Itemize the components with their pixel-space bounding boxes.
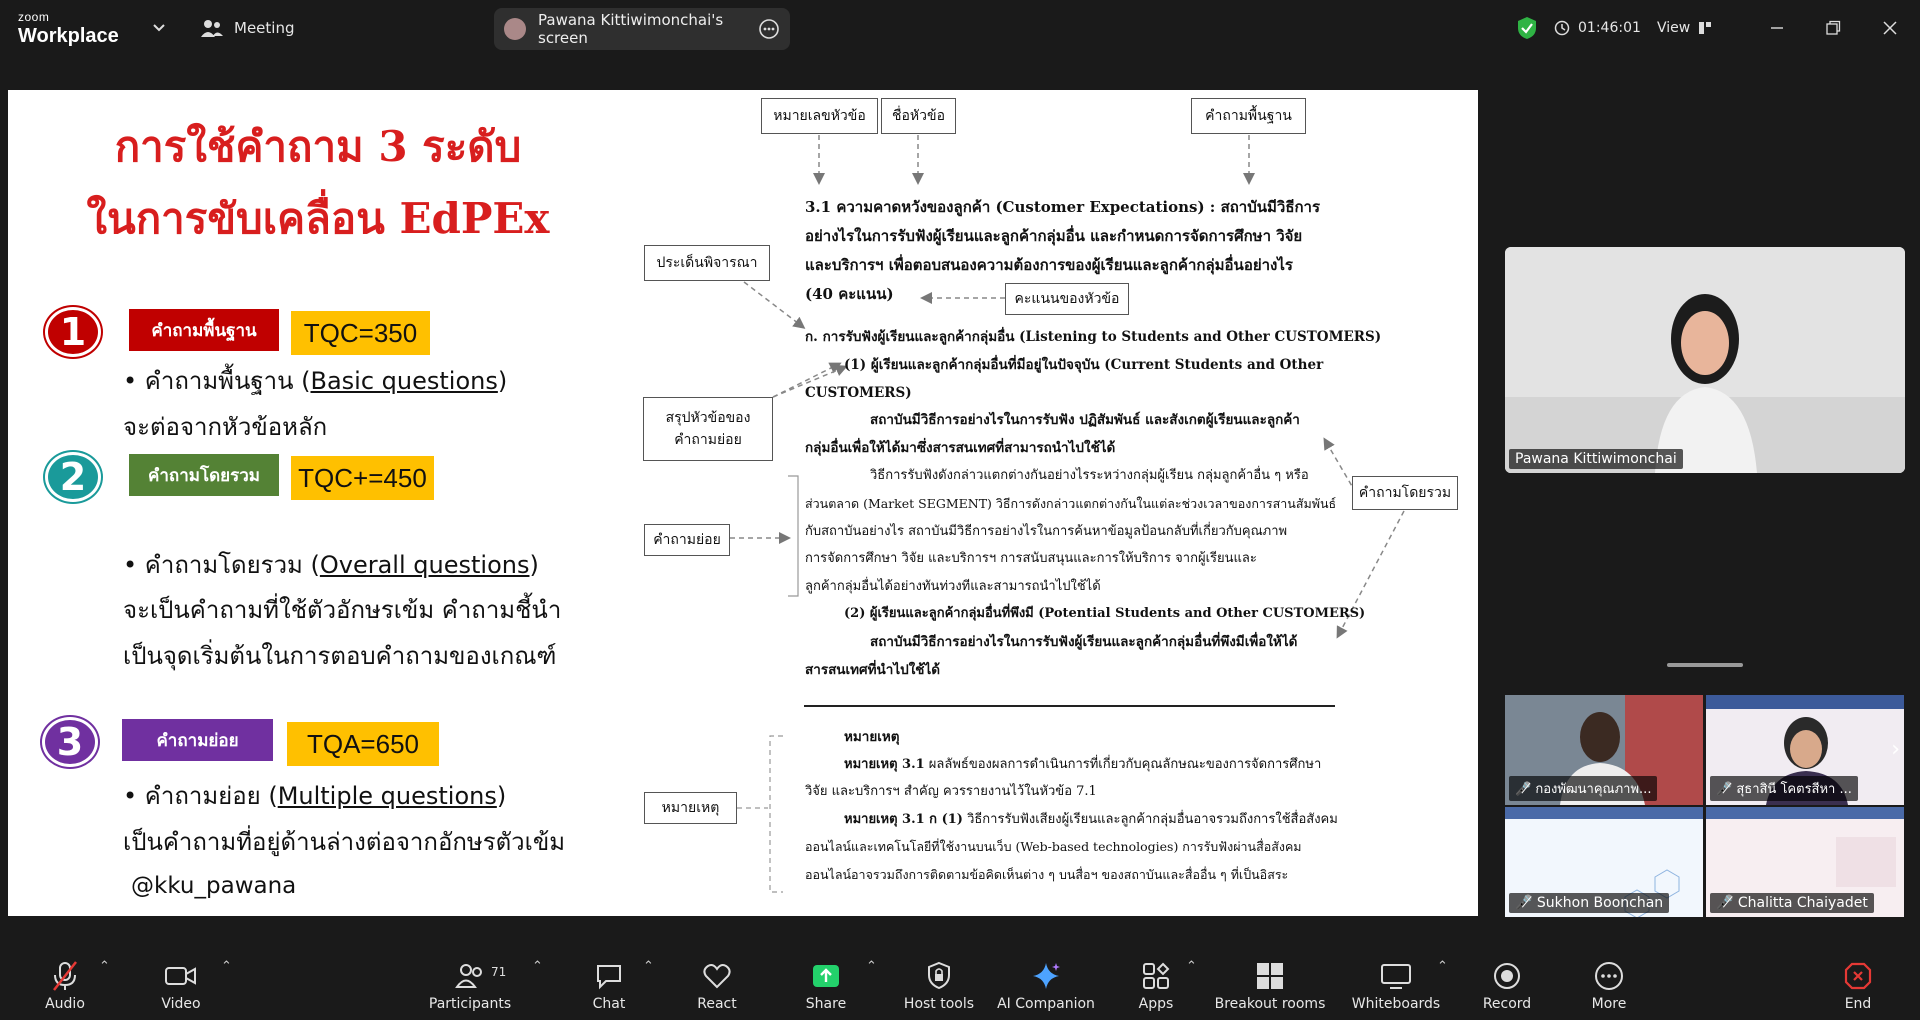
top-bar <box>0 0 1920 56</box>
participant-name-4-text: Chalitta Chaiyadet <box>1737 895 1868 911</box>
level1-bullet-prefix: • คำถามพื้นฐาน ( <box>123 367 311 395</box>
level3-bullet-prefix: • คำถามย่อย ( <box>123 782 278 810</box>
whiteboard-icon <box>1380 958 1412 994</box>
slide-title-line2: ในการขับเคลื่อน EdPEx <box>86 194 550 243</box>
participants-button[interactable] <box>430 945 510 1020</box>
view-button[interactable] <box>1657 0 1712 56</box>
doc-a2-line1: (2) ผู้เรียนและลูกค้ากลุ่มอื่นที่พึงมี (Potential Students and Other CUSTOMERS) <box>844 606 1366 621</box>
restore-icon[interactable] <box>1825 0 1841 56</box>
chat-options-caret[interactable]: ⌃ <box>643 959 654 974</box>
doc-a1-line3: สถาบันมีวิธีการอย่างไรในการรับฟัง ปฏิสัมพันธ์ และสังเกตผู้เรียนและลูกค้า <box>870 412 1300 428</box>
level3-tag: คำถามย่อย <box>122 719 273 761</box>
more-options-icon[interactable] <box>758 18 780 40</box>
level2-desc2: เป็นจุดเริ่มต้นในการตอบคำถามของเกณฑ์ <box>123 642 557 670</box>
doc-a2-line3: สารสนเทศที่นำไปใช้ได้ <box>805 662 940 678</box>
level1-tag: คำถามพื้นฐาน <box>129 309 279 351</box>
participants-label: Participants <box>428 996 512 1012</box>
participant-name-1: 🎤̸ กองพัฒนาคุณภาพ... <box>1509 776 1657 801</box>
level2-bullet-suffix: ) <box>529 551 539 579</box>
doc-a1-line4: กลุ่มอื่นเพื่อให้ได้มาซึ่งสารสนเทศที่สามารถนำไปใช้ได้ <box>805 440 1116 456</box>
doc-notes-title: หมายเหตุ <box>844 729 900 745</box>
audio-button[interactable] <box>40 945 90 1020</box>
chat-button[interactable] <box>589 945 629 1020</box>
breakout-rooms-button[interactable] <box>1215 945 1325 1020</box>
doc-sub-line5: ลูกค้ากลุ่มอื่นได้อย่างทันท่วงทีและสามารถนำไปใช้ได้ <box>805 579 1101 594</box>
end-call-icon <box>1843 958 1873 994</box>
audio-options-caret[interactable]: ⌃ <box>99 959 110 974</box>
doc-a1-line2: CUSTOMERS) <box>805 385 912 401</box>
clock-icon <box>1554 20 1570 36</box>
breakout-rooms-label: Breakout rooms <box>1214 996 1326 1012</box>
chevron-down-icon[interactable] <box>152 0 168 56</box>
apps-icon <box>1141 958 1171 994</box>
whiteboards-label: Whiteboards <box>1351 996 1441 1012</box>
chevron-right-icon[interactable]: › <box>1891 737 1900 762</box>
doc-note1-label: หมายเหตุ 3.1 <box>844 757 925 772</box>
doc-a2-line2: สถาบันมีวิธีการอย่างไรในการรับฟังผู้เรียนและลูกค้ากลุ่มอื่นที่พึงมีเพื่อให้ได้ <box>870 634 1298 650</box>
doc-note1 <box>844 751 1321 779</box>
speaker-name: Pawana Kittiwimonchai <box>1509 449 1683 469</box>
participant-name-3: 🎤̸ Sukhon Boonchan <box>1509 893 1669 913</box>
view-label: View <box>1657 20 1691 36</box>
video-label: Video <box>161 996 201 1012</box>
whiteboards-button[interactable] <box>1351 945 1441 1020</box>
end-button[interactable] <box>1840 945 1876 1020</box>
speaker-video[interactable] <box>1505 247 1905 473</box>
level2-bullet-prefix: • คำถามโดยรวม ( <box>123 551 320 579</box>
participant-tile-4[interactable] <box>1706 807 1904 917</box>
share-button[interactable] <box>801 945 851 1020</box>
react-label: React <box>697 996 737 1012</box>
doc-heading-line2: อย่างไรในการรับฟังผู้เรียนและลูกค้ากลุ่มอื่น และกำหนดการจัดการศึกษา วิจัย <box>805 227 1303 245</box>
participant-tile-3[interactable] <box>1505 807 1703 917</box>
doc-note2-line2: ออนไลน์และเทคโนโลยีที่ใช้งานบนเว็บ (Web-based technologies) การรับฟังผ่านสื่อสังคม <box>805 839 1302 854</box>
shared-screen <box>8 90 1478 916</box>
label-consider: ประเด็นพิจารณา <box>644 245 770 281</box>
doc-a1-line1: (1) ผู้เรียนและลูกค้ากลุ่มอื่นที่มีอยู่ในปัจจุบัน (Current Students and Other <box>844 357 1324 373</box>
level3-desc: เป็นคำถามที่อยู่ด้านล่างต่อจากอักษรตัวเข้ม <box>123 828 566 856</box>
record-button[interactable] <box>1480 945 1534 1020</box>
doc-section-a: ก. การรับฟังผู้เรียนและลูกค้ากลุ่มอื่น (Listening to Students and Other CUSTOMERS) <box>805 329 1382 345</box>
participant-name-3-text: Sukhon Boonchan <box>1536 895 1664 911</box>
doc-sub-line4: การจัดการศึกษา วิจัย และบริการฯ การสนับสนุนและการให้บริการ จากผู้เรียนและ <box>805 551 1257 566</box>
level2-bullet-link: Overall questions <box>319 551 530 579</box>
doc-heading-line1: 3.1 ความคาดหวังของลูกค้า (Customer Expectations) : สถาบันมีวิธีการ <box>805 198 1321 216</box>
level1-badge: 1 <box>45 307 101 357</box>
level2-score: TQC+=450 <box>291 456 434 500</box>
doc-heading-score: (40 คะแนน) <box>805 285 894 303</box>
doc-sub-line3: กับสถาบันอย่างไร สถาบันมีวิธีการอย่างไรในการค้นหาข้อมูลป้อนกลับที่เกี่ยวกับคุณภาพ <box>805 524 1288 539</box>
doc-sub-line1: วิธีการรับฟังดังกล่าวแตกต่างกันอย่างไรระหว่างกลุ่มผู้เรียน กลุ่มลูกค้าอื่น ๆ หรือ <box>870 468 1309 483</box>
level3-bullet-suffix: ) <box>496 782 507 810</box>
ai-companion-label: AI Companion <box>997 996 1095 1012</box>
participant-name-2-text: สุธาสินี โคตรสีหา ... <box>1736 782 1852 797</box>
chat-icon <box>594 958 624 994</box>
participant-tile-1[interactable] <box>1505 695 1703 805</box>
label-item-score: คะแนนของหัวข้อ <box>1005 283 1129 315</box>
level1-score: TQC=350 <box>291 311 430 355</box>
zoom-logo <box>18 10 119 48</box>
level3-badge: 3 <box>42 717 98 767</box>
participants-count: 71 <box>491 965 507 979</box>
doc-note2-text: วิธีการรับฟังเสียงผู้เรียนและลูกค้ากลุ่มอื่นอาจรวมถึงการใช้สื่อสังคม <box>962 812 1338 827</box>
people-icon <box>200 18 224 38</box>
shield-icon[interactable] <box>1516 0 1538 56</box>
apps-options-caret[interactable]: ⌃ <box>1186 959 1197 974</box>
participant-tile-2[interactable] <box>1706 695 1904 805</box>
meeting-menu[interactable] <box>200 0 294 56</box>
breakout-rooms-icon <box>1255 958 1285 994</box>
meeting-timer <box>1554 0 1641 56</box>
level3-bullet-link: Multiple questions <box>277 782 497 810</box>
participant-name-1-text: กองพัฒนาคุณภาพ... <box>1535 782 1652 797</box>
level2-desc1: จะเป็นคำถามที่ใช้ตัวอักษรเข้ม คำถามชี้นำ <box>123 596 562 624</box>
author-handle: @kku_pawana <box>131 873 297 899</box>
speaker-figure <box>1505 247 1905 473</box>
close-icon[interactable] <box>1882 0 1898 56</box>
label-summary-line1: สรุปหัวข้อของ <box>665 409 751 426</box>
participant-name-2: 🎤̸ สุธาสินี โคตรสีหา ... <box>1710 776 1858 801</box>
screen-share-pill[interactable] <box>494 8 790 50</box>
apps-label: Apps <box>1138 996 1174 1012</box>
minimize-icon[interactable] <box>1770 0 1784 56</box>
level1-bullet-suffix: ) <box>497 367 508 395</box>
video-button[interactable] <box>156 945 206 1020</box>
level1-desc: จะต่อจากหัวข้อหลัก <box>123 413 328 441</box>
host-tools-button[interactable] <box>899 945 979 1020</box>
participants-options-caret[interactable]: ⌃ <box>532 959 543 974</box>
more-label: More <box>1591 996 1627 1012</box>
doc-sub-line2: ส่วนตลาด (Market SEGMENT) วิธีการดังกล่าวแตกต่างกันในแต่ละช่วงเวลาของการสานสัมพันธ์ <box>805 496 1337 511</box>
doc-note1-text: ผลลัพธ์ของผลการดำเนินการที่เกี่ยวกับคุณลักษณะของการจัดการศึกษา <box>924 757 1322 772</box>
label-summary-line2: คำถามย่อย <box>674 432 742 448</box>
logo-line1: zoom <box>18 10 50 24</box>
level1-bullet-link: Basic questions <box>310 367 498 395</box>
chat-label: Chat <box>592 996 626 1012</box>
label-basic-question: คำถามพื้นฐาน <box>1191 98 1306 134</box>
meeting-label: Meeting <box>234 19 295 37</box>
host-tools-label: Host tools <box>903 996 975 1012</box>
share-label: Share <box>805 996 847 1012</box>
apps-button[interactable] <box>1133 945 1179 1020</box>
doc-note2-line3: ออนไลน์อาจรวมถึงการติดตามข้อคิดเห็นต่าง ๆ บนสื่อฯ ของสถาบันและสื่ออื่น ๆ ที่เป็นอิสระ <box>805 867 1289 882</box>
timer-text: 01:46:01 <box>1578 20 1641 36</box>
video-options-caret[interactable]: ⌃ <box>221 959 232 974</box>
react-button[interactable] <box>692 945 742 1020</box>
avatar <box>504 18 526 40</box>
share-screen-icon <box>811 958 841 994</box>
view-grid-icon <box>1698 21 1712 35</box>
audio-label: Audio <box>45 996 85 1012</box>
heart-icon <box>702 958 732 994</box>
mic-muted-icon <box>50 958 80 994</box>
doc-note2 <box>844 806 1338 834</box>
more-icon <box>1593 958 1625 994</box>
record-label: Record <box>1482 996 1532 1012</box>
doc-note2-label: หมายเหตุ 3.1 ก (1) <box>844 812 963 827</box>
label-overall-question: คำถามโดยรวม <box>1352 476 1458 510</box>
level2-badge: 2 <box>45 452 101 502</box>
sparkle-icon <box>1031 958 1061 994</box>
participants-icon <box>455 958 485 994</box>
label-summary <box>643 397 773 461</box>
screen-share-label: Pawana Kittiwimonchai's screen <box>538 11 724 47</box>
label-sub-question: คำถามย่อย <box>644 524 730 556</box>
record-icon <box>1492 958 1522 994</box>
level2-tag: คำถามโดยรวม <box>129 454 279 496</box>
whiteboards-options-caret[interactable]: ⌃ <box>1437 959 1448 974</box>
doc-note1-line2: วิจัย และบริการฯ สำคัญ ควรรายงานไว้ในหัวข้อ 7.1 <box>805 784 1097 799</box>
doc-heading-line3: และบริการฯ เพื่อตอบสนองความต้องการของผู้เรียนและลูกค้ากลุ่มอื่นอย่างไร <box>805 256 1293 274</box>
video-camera-icon <box>164 958 198 994</box>
label-item-number: หมายเลขหัวข้อ <box>761 98 878 134</box>
panel-drag-bar[interactable] <box>1667 663 1743 667</box>
label-notes: หมายเหตุ <box>644 792 737 824</box>
participant-name-4: 🎤̸ Chalitta Chaiyadet <box>1710 893 1874 913</box>
ai-companion-button[interactable] <box>996 945 1096 1020</box>
level3-score: TQA=650 <box>287 722 439 766</box>
meeting-toolbar <box>0 945 1920 1020</box>
shield-icon <box>926 958 952 994</box>
slide-title-line1: การใช้คำถาม 3 ระดับ <box>114 122 522 171</box>
end-label: End <box>1844 996 1872 1012</box>
label-item-name: ชื่อหัวข้อ <box>881 98 956 134</box>
logo-line2: Workplace <box>18 25 119 47</box>
share-options-caret[interactable]: ⌃ <box>866 959 877 974</box>
more-button[interactable] <box>1587 945 1631 1020</box>
